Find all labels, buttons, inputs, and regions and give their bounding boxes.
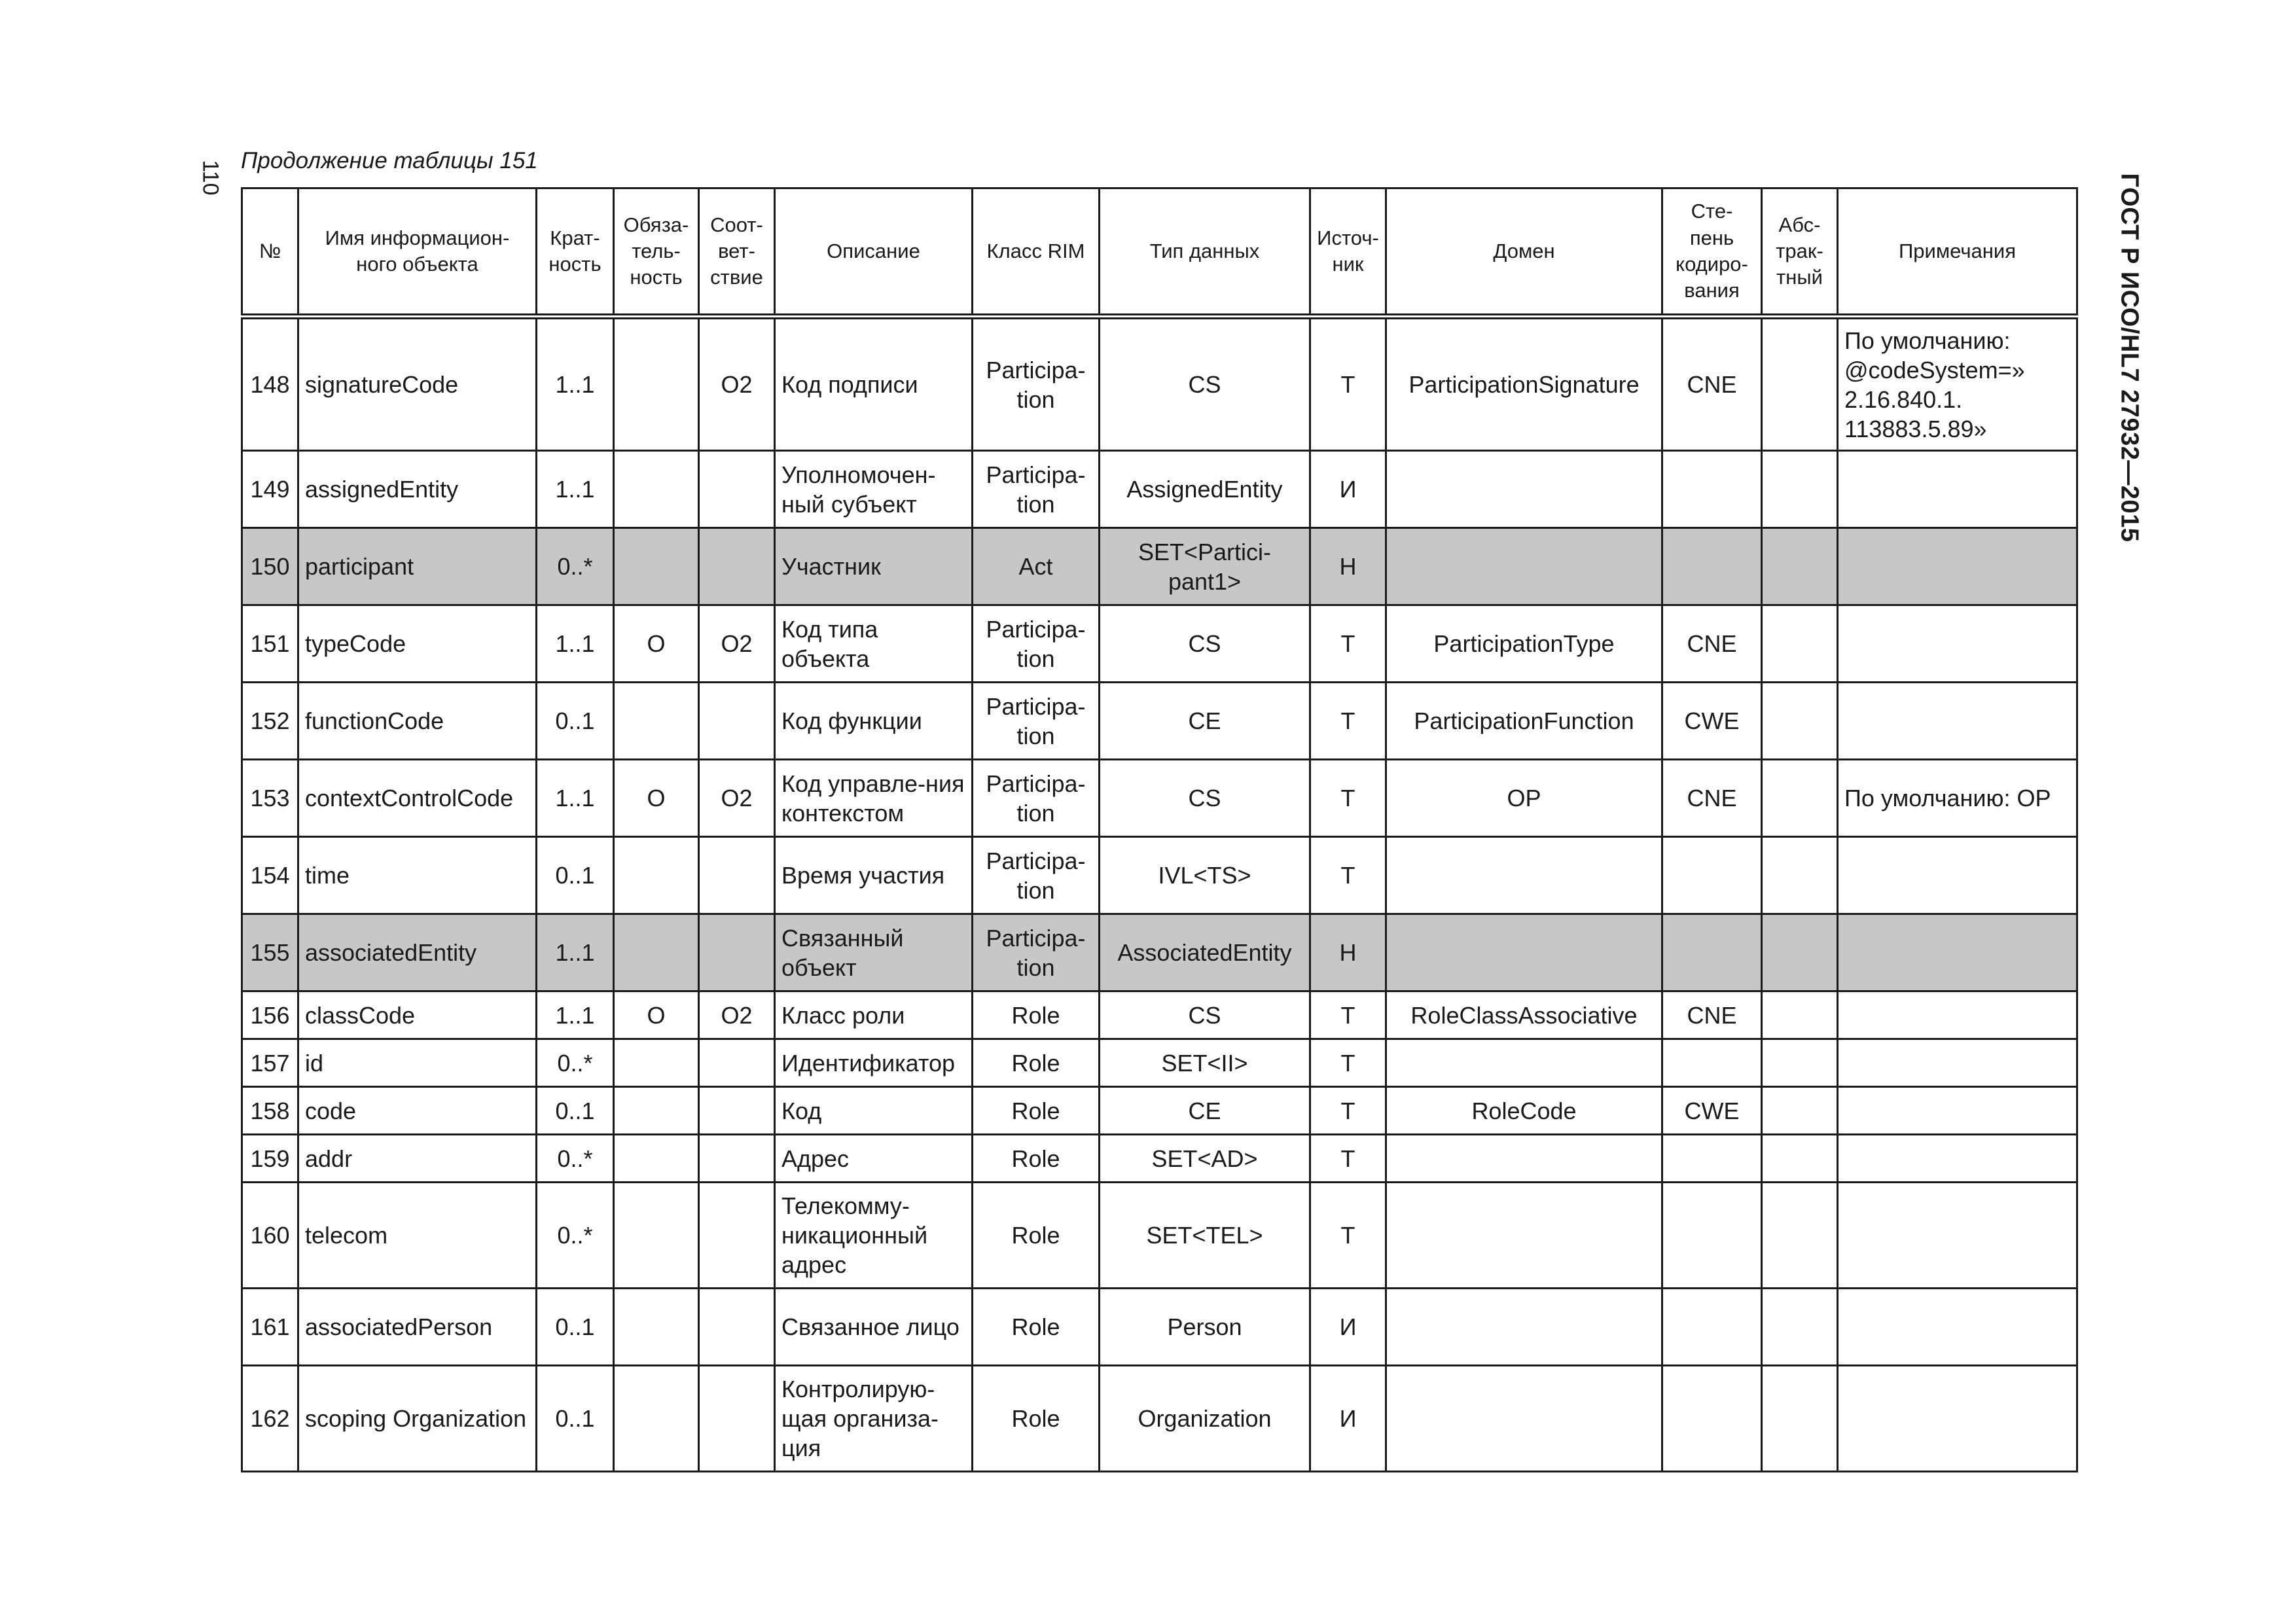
cell-notes — [1838, 451, 2077, 528]
cell-source: T — [1310, 605, 1386, 683]
cell-multiplicity: 0..* — [537, 1135, 614, 1183]
cell-source: T — [1310, 683, 1386, 760]
cell-multiplicity: 0..1 — [537, 1289, 614, 1366]
cell-mandatory — [614, 683, 699, 760]
cell-data-type: AssociatedEntity — [1100, 914, 1310, 991]
cell-number: 161 — [242, 1289, 298, 1366]
cell-multiplicity: 0..1 — [537, 683, 614, 760]
cell-object-name: associatedEntity — [298, 914, 537, 991]
cell-rim-class: Participa-tion — [973, 317, 1100, 451]
cell-domain: RoleClassAssociative — [1386, 991, 1662, 1039]
cell-source: H — [1310, 914, 1386, 991]
table-row — [242, 528, 2077, 605]
cell-source: T — [1310, 1039, 1386, 1087]
cell-multiplicity: 0..1 — [537, 837, 614, 914]
cell-abstract — [1762, 683, 1838, 760]
cell-conformance: O2 — [699, 991, 775, 1039]
cell-multiplicity: 1..1 — [537, 914, 614, 991]
cell-rim-class: Participa-tion — [973, 914, 1100, 991]
table-row — [242, 1366, 2077, 1472]
cell-notes — [1838, 837, 2077, 914]
cell-description: Контролирую-щая организа-ция — [775, 1366, 973, 1472]
cell-domain — [1386, 914, 1662, 991]
table-row — [242, 1183, 2077, 1289]
cell-source: И — [1310, 1289, 1386, 1366]
cell-notes — [1838, 1087, 2077, 1135]
cell-notes — [1838, 605, 2077, 683]
cell-data-type: CS — [1100, 991, 1310, 1039]
cell-abstract — [1762, 1039, 1838, 1087]
table-row — [242, 1135, 2077, 1183]
page-number — [194, 156, 226, 199]
page-number-text: 110 — [198, 159, 223, 196]
cell-domain: RoleCode — [1386, 1087, 1662, 1135]
cell-rim-class: Role — [973, 991, 1100, 1039]
cell-notes — [1838, 683, 2077, 760]
cell-coding-strength: CNE — [1662, 991, 1762, 1039]
cell-description: Уполномочен-ный субъект — [775, 451, 973, 528]
cell-abstract — [1762, 605, 1838, 683]
standard-code-text: ГОСТ Р ИСО/HL7 27932—2015 — [2115, 173, 2144, 542]
cell-number: 153 — [242, 760, 298, 837]
cell-mandatory — [614, 1289, 699, 1366]
cell-abstract — [1762, 1289, 1838, 1366]
cell-coding-strength: CWE — [1662, 1087, 1762, 1135]
cell-mandatory — [614, 914, 699, 991]
table-row — [242, 837, 2077, 914]
header-coding-strength: Сте-пень кодиро-вания — [1662, 188, 1762, 317]
table-row — [242, 760, 2077, 837]
header-data-type: Тип данных — [1100, 188, 1310, 317]
cell-multiplicity: 1..1 — [537, 605, 614, 683]
cell-data-type: CE — [1100, 683, 1310, 760]
cell-notes — [1838, 1289, 2077, 1366]
cell-coding-strength — [1662, 914, 1762, 991]
header-source: Источ-ник — [1310, 188, 1386, 317]
header-notes: Примечания — [1838, 188, 2077, 317]
cell-rim-class: Role — [973, 1366, 1100, 1472]
table-row — [242, 991, 2077, 1039]
cell-number: 152 — [242, 683, 298, 760]
cell-data-type: IVL<TS> — [1100, 837, 1310, 914]
cell-coding-strength — [1662, 1366, 1762, 1472]
cell-multiplicity: 0..* — [537, 1039, 614, 1087]
cell-mandatory: O — [614, 760, 699, 837]
cell-abstract — [1762, 317, 1838, 451]
cell-domain — [1386, 1289, 1662, 1366]
cell-source: T — [1310, 1135, 1386, 1183]
cell-domain — [1386, 1039, 1662, 1087]
header-rim-class: Класс RIM — [973, 188, 1100, 317]
cell-conformance — [699, 837, 775, 914]
cell-conformance — [699, 1039, 775, 1087]
cell-conformance — [699, 528, 775, 605]
cell-abstract — [1762, 837, 1838, 914]
cell-coding-strength — [1662, 1039, 1762, 1087]
cell-data-type: SET<AD> — [1100, 1135, 1310, 1183]
cell-data-type: Person — [1100, 1289, 1310, 1366]
cell-data-type: AssignedEntity — [1100, 451, 1310, 528]
cell-conformance — [699, 1183, 775, 1289]
cell-number: 155 — [242, 914, 298, 991]
cell-source: H — [1310, 528, 1386, 605]
cell-description: Код функции — [775, 683, 973, 760]
cell-conformance — [699, 914, 775, 991]
header-number: № — [242, 188, 298, 317]
cell-domain — [1386, 451, 1662, 528]
table-caption: Продолжение таблицы 151 — [241, 148, 538, 173]
cell-object-name: telecom — [298, 1183, 537, 1289]
cell-source: И — [1310, 451, 1386, 528]
table-row — [242, 683, 2077, 760]
cell-description: Связанный объект — [775, 914, 973, 991]
cell-notes — [1838, 1135, 2077, 1183]
cell-description: Код типа объекта — [775, 605, 973, 683]
cell-conformance — [699, 1135, 775, 1183]
cell-data-type: CS — [1100, 605, 1310, 683]
cell-source: T — [1310, 1087, 1386, 1135]
cell-mandatory — [614, 528, 699, 605]
header-domain: Домен — [1386, 188, 1662, 317]
cell-domain: OP — [1386, 760, 1662, 837]
cell-object-name: id — [298, 1039, 537, 1087]
cell-domain — [1386, 1366, 1662, 1472]
cell-source: T — [1310, 991, 1386, 1039]
header-description: Описание — [775, 188, 973, 317]
cell-data-type: SET<Partici-pant1> — [1100, 528, 1310, 605]
table-row — [242, 1039, 2077, 1087]
header-conformance: Соот-вет-ствие — [699, 188, 775, 317]
cell-abstract — [1762, 1183, 1838, 1289]
cell-rim-class: Participa-tion — [973, 605, 1100, 683]
cell-object-name: typeCode — [298, 605, 537, 683]
cell-mandatory — [614, 837, 699, 914]
cell-description: Время участия — [775, 837, 973, 914]
cell-number: 154 — [242, 837, 298, 914]
header-object-name: Имя информацион-ного объекта — [298, 188, 537, 317]
cell-rim-class: Participa-tion — [973, 451, 1100, 528]
header-abstract: Абс-трак-тный — [1762, 188, 1838, 317]
table-body — [242, 317, 2077, 1472]
cell-source: T — [1310, 317, 1386, 451]
cell-multiplicity: 1..1 — [537, 991, 614, 1039]
cell-domain — [1386, 1135, 1662, 1183]
cell-conformance: O2 — [699, 760, 775, 837]
cell-mandatory — [614, 1183, 699, 1289]
cell-description: Класс роли — [775, 991, 973, 1039]
cell-coding-strength: CNE — [1662, 317, 1762, 451]
cell-multiplicity: 1..1 — [537, 760, 614, 837]
cell-data-type: CE — [1100, 1087, 1310, 1135]
cell-number: 158 — [242, 1087, 298, 1135]
cell-notes: По умолчанию: OP — [1838, 760, 2077, 837]
cell-rim-class: Role — [973, 1183, 1100, 1289]
cell-coding-strength — [1662, 1135, 1762, 1183]
cell-conformance — [699, 683, 775, 760]
cell-description: Код — [775, 1087, 973, 1135]
cell-conformance — [699, 1366, 775, 1472]
cell-conformance — [699, 1289, 775, 1366]
cell-abstract — [1762, 1135, 1838, 1183]
cell-rim-class: Role — [973, 1039, 1100, 1087]
cell-source: И — [1310, 1366, 1386, 1472]
cell-mandatory — [614, 1135, 699, 1183]
cell-domain — [1386, 837, 1662, 914]
cell-rim-class: Participa-tion — [973, 683, 1100, 760]
cell-number: 156 — [242, 991, 298, 1039]
cell-number: 150 — [242, 528, 298, 605]
cell-source: T — [1310, 760, 1386, 837]
cell-data-type: CS — [1100, 317, 1310, 451]
cell-object-name: code — [298, 1087, 537, 1135]
cell-number: 157 — [242, 1039, 298, 1087]
cell-multiplicity: 1..1 — [537, 451, 614, 528]
cell-notes — [1838, 1183, 2077, 1289]
cell-mandatory: O — [614, 991, 699, 1039]
cell-conformance: O2 — [699, 317, 775, 451]
cell-rim-class: Act — [973, 528, 1100, 605]
cell-description: Участник — [775, 528, 973, 605]
cell-rim-class: Role — [973, 1289, 1100, 1366]
cell-multiplicity: 0..* — [537, 528, 614, 605]
standard-code-header — [2106, 154, 2152, 560]
cell-abstract — [1762, 991, 1838, 1039]
table-row — [242, 914, 2077, 991]
cell-object-name: addr — [298, 1135, 537, 1183]
cell-coding-strength — [1662, 1289, 1762, 1366]
cell-mandatory — [614, 1087, 699, 1135]
cell-domain: ParticipationType — [1386, 605, 1662, 683]
cell-mandatory — [614, 317, 699, 451]
cell-coding-strength — [1662, 837, 1762, 914]
cell-number: 159 — [242, 1135, 298, 1183]
cell-mandatory — [614, 1366, 699, 1472]
cell-rim-class: Participa-tion — [973, 837, 1100, 914]
cell-description: Телекомму-никационный адрес — [775, 1183, 973, 1289]
table-row — [242, 451, 2077, 528]
cell-number: 151 — [242, 605, 298, 683]
cell-object-name: associatedPerson — [298, 1289, 537, 1366]
cell-notes — [1838, 914, 2077, 991]
cell-coding-strength: CWE — [1662, 683, 1762, 760]
cell-mandatory — [614, 1039, 699, 1087]
cell-abstract — [1762, 451, 1838, 528]
cell-description: Код подписи — [775, 317, 973, 451]
table-row — [242, 317, 2077, 451]
cell-abstract — [1762, 760, 1838, 837]
cell-object-name: contextControlCode — [298, 760, 537, 837]
cell-rim-class: Role — [973, 1087, 1100, 1135]
cell-object-name: signatureCode — [298, 317, 537, 451]
cell-conformance — [699, 451, 775, 528]
cell-coding-strength: CNE — [1662, 605, 1762, 683]
cell-rim-class: Role — [973, 1135, 1100, 1183]
cell-coding-strength: CNE — [1662, 760, 1762, 837]
cell-description: Адрес — [775, 1135, 973, 1183]
cell-domain — [1386, 528, 1662, 605]
cell-notes — [1838, 528, 2077, 605]
cell-abstract — [1762, 528, 1838, 605]
cell-number: 148 — [242, 317, 298, 451]
header-row — [242, 188, 2077, 317]
cell-mandatory: O — [614, 605, 699, 683]
cell-domain: ParticipationSignature — [1386, 317, 1662, 451]
cell-domain — [1386, 1183, 1662, 1289]
cell-multiplicity: 1..1 — [537, 317, 614, 451]
table-row — [242, 1289, 2077, 1366]
cell-object-name: classCode — [298, 991, 537, 1039]
cell-multiplicity: 0..1 — [537, 1366, 614, 1472]
cell-source: T — [1310, 837, 1386, 914]
cell-rim-class: Participa-tion — [973, 760, 1100, 837]
cell-data-type: SET<TEL> — [1100, 1183, 1310, 1289]
header-mandatory: Обяза-тель-ность — [614, 188, 699, 317]
cell-conformance: O2 — [699, 605, 775, 683]
cell-notes — [1838, 991, 2077, 1039]
cell-notes: По умолчанию: @codeSystem=» 2.16.840.1. 113883.5.89» — [1838, 317, 2077, 451]
cell-description: Идентификатор — [775, 1039, 973, 1087]
cell-object-name: assignedEntity — [298, 451, 537, 528]
cell-source: T — [1310, 1183, 1386, 1289]
table-header — [242, 188, 2077, 317]
cell-object-name: time — [298, 837, 537, 914]
cell-description: Код управле-ния контекстом — [775, 760, 973, 837]
cell-abstract — [1762, 914, 1838, 991]
table-row — [242, 605, 2077, 683]
cell-multiplicity: 0..* — [537, 1183, 614, 1289]
header-multiplicity: Крат-ность — [537, 188, 614, 317]
cell-abstract — [1762, 1366, 1838, 1472]
cell-data-type: Organization — [1100, 1366, 1310, 1472]
cell-object-name: functionCode — [298, 683, 537, 760]
cell-data-type: CS — [1100, 760, 1310, 837]
cell-notes — [1838, 1366, 2077, 1472]
cell-object-name: scoping Organization — [298, 1366, 537, 1472]
cell-object-name: participant — [298, 528, 537, 605]
cell-description: Связанное лицо — [775, 1289, 973, 1366]
cell-coding-strength — [1662, 451, 1762, 528]
data-table — [241, 187, 2078, 1472]
cell-abstract — [1762, 1087, 1838, 1135]
cell-notes — [1838, 1039, 2077, 1087]
cell-coding-strength — [1662, 1183, 1762, 1289]
cell-number: 149 — [242, 451, 298, 528]
cell-data-type: SET<II> — [1100, 1039, 1310, 1087]
cell-coding-strength — [1662, 528, 1762, 605]
cell-conformance — [699, 1087, 775, 1135]
cell-multiplicity: 0..1 — [537, 1087, 614, 1135]
cell-domain: ParticipationFunction — [1386, 683, 1662, 760]
cell-number: 160 — [242, 1183, 298, 1289]
cell-mandatory — [614, 451, 699, 528]
cell-number: 162 — [242, 1366, 298, 1472]
table-row — [242, 1087, 2077, 1135]
